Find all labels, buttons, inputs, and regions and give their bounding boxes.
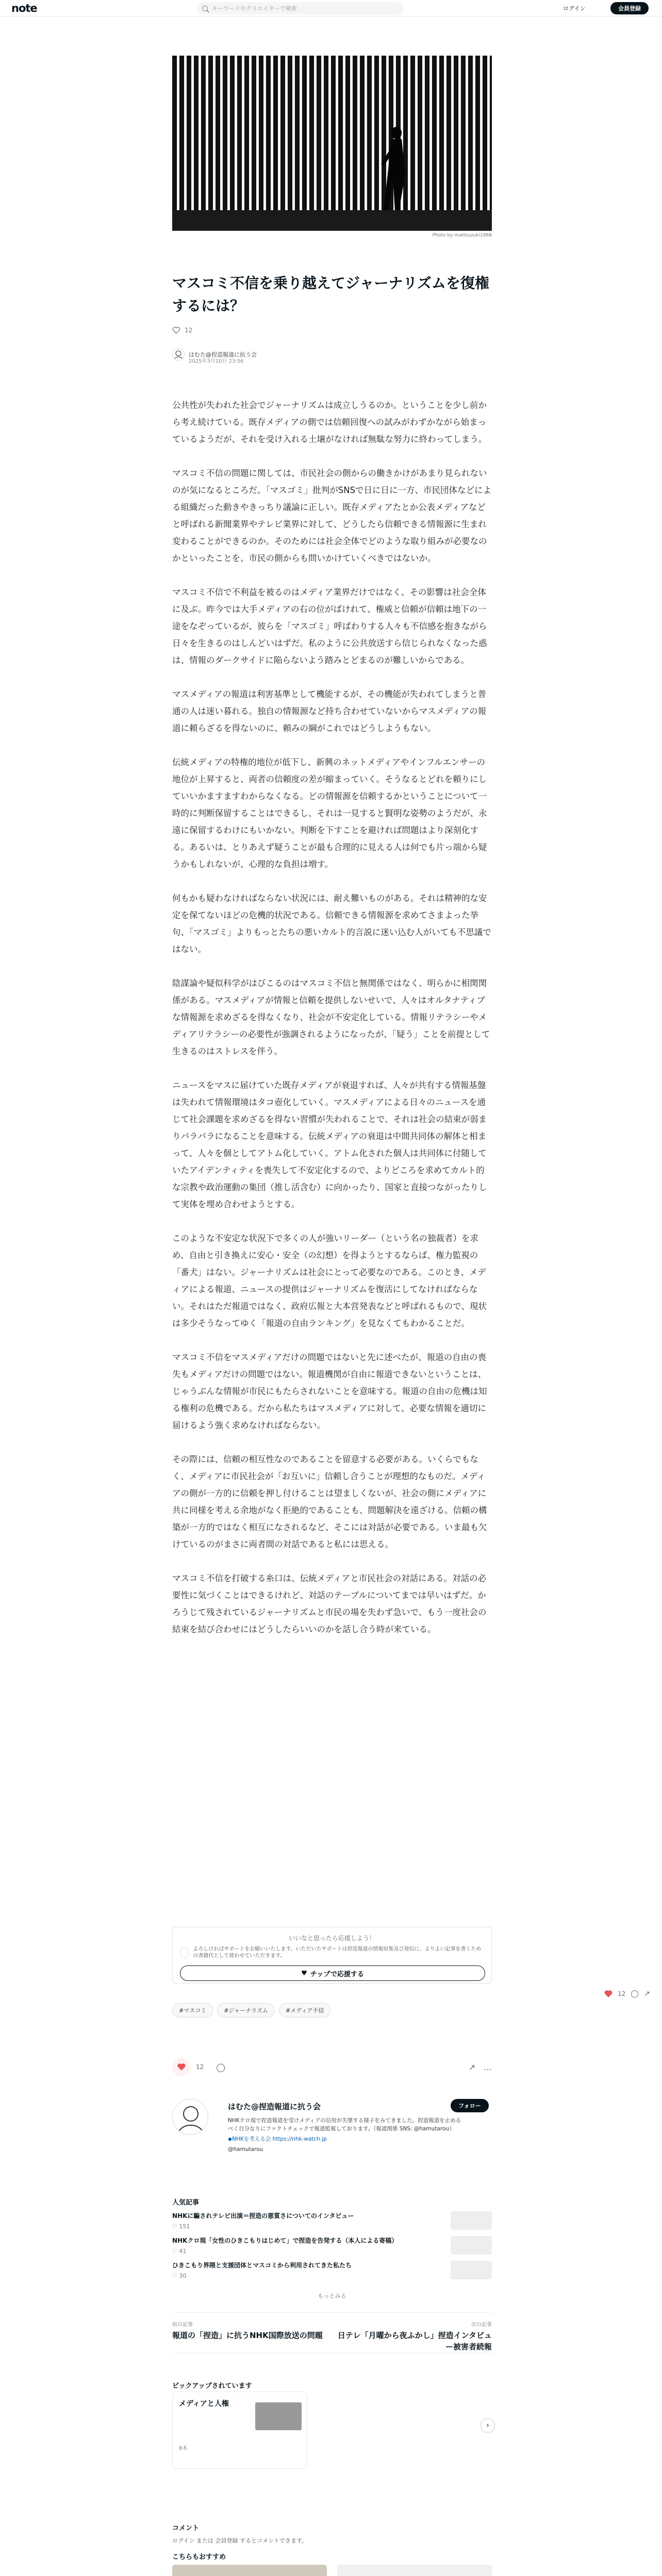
next-title: 日テレ「月曜から夜ふかし」捏造インタビュー被害者続報 [337, 2331, 492, 2351]
heart-icon [172, 327, 180, 334]
popular-thumb [451, 2261, 492, 2279]
heart-icon[interactable] [604, 1990, 613, 1997]
avatar-illustration [173, 349, 184, 360]
popular-list [172, 2211, 492, 2285]
next-label: 次の記事 [471, 2322, 492, 2328]
paragraph: 伝統メディアの特権的地位が低下し、新興のネットメディアやインフルエンサーの地位が上昇すると、両者の信頼度の差が縮まっていく。そうなるとどれを頼りにしていいかますますわからなくなる。どの情報源を信頼するかということについて一時的に判断保留することはできるし、それは一見すると賢明な姿勢のようだが、永遠に保留するわけにもいかない。判断を下すことを避ければ問題はより深刻化する。あるいは、とりあえず疑うことが最も合理的に見える人は何でも片っ端から疑うかもしれないが、心理的な負担は増す。 [172, 757, 487, 869]
profile-description [228, 2116, 465, 2154]
support-title: いいなと思ったら応援しよう！ [288, 1935, 375, 1942]
article-title: マスコミ不信を乗り越えてジャーナリズムを復権するには？ [172, 275, 489, 314]
magazine-card[interactable] [172, 2392, 307, 2469]
author-name[interactable]: はむた@捏造報道に抗う会 [189, 351, 257, 358]
recommend-card[interactable] [337, 2565, 492, 2576]
recommend-card[interactable] [172, 2565, 327, 2576]
profile-handle: @hamutarou [228, 2146, 263, 2153]
author-byline[interactable] [172, 348, 257, 364]
popular-title: 人気記事 [172, 2199, 200, 2207]
signup-button[interactable]: 会員登録 [610, 2, 649, 14]
login-link[interactable]: ログイン [563, 5, 586, 12]
share-icon[interactable]: ↗ [468, 2062, 475, 2072]
popular-item-likes: ♡ 151 [172, 2223, 190, 2230]
prev-label: 前の記事 [172, 2322, 193, 2328]
popular-item[interactable] [172, 2236, 492, 2261]
search-placeholder: キーワードやクリエイターで検索 [212, 5, 297, 12]
next-article[interactable] [337, 2320, 492, 2352]
prev-article[interactable] [172, 2320, 327, 2341]
magazine-count: 8本 [179, 2446, 188, 2451]
article-body [172, 397, 492, 1655]
search-icon [202, 6, 208, 11]
support-message-row [180, 1945, 485, 1960]
like-count: 12 [185, 327, 193, 334]
site-header [0, 0, 662, 16]
chevron-right-icon[interactable]: › [481, 2418, 495, 2433]
popular-thumb [451, 2236, 492, 2255]
comment-section [172, 2522, 492, 2545]
heart-icon [177, 2063, 186, 2071]
tag[interactable]: #マスコミ [172, 2003, 213, 2018]
popular-item-title: NHKクロ現「女性のひきこもりはじめて」で捏造を告発する（本人による寄稿） [172, 2237, 398, 2244]
hero-caption: Photo by mattsuzuki1968 [432, 233, 492, 238]
support-avatar [180, 1947, 189, 1958]
avatar-illustration [173, 2099, 208, 2135]
share-icon[interactable]: ↗ [643, 1990, 650, 1998]
support-box [172, 1927, 492, 1984]
pickup-section [172, 2380, 492, 2451]
magazine-thumb [255, 2402, 302, 2430]
paragraph: ニュースをマスに届けていた既存メディアが衰退すれば、人々が共有する情報基盤は失われて情報環境はタコ壺化していく。マスメディアによる日々のニュースを通じて社会課題を求めざるを得ない習慣が失われることで、それは社会の結束が弱まりバラバラになることを意味する。伝統メディアの衰退は中間共同体の解体と相まって、人々を個としてアトム化していく。アトム化された個人は共同体に付随していたアイデンティティを喪失して不安定化するので、よりどころを求めてカルト的な宗教や政治運動の集団（推し活含む）に向かったり、国家と直接つながったりして実体を埋め合わせようとする。 [172, 1080, 487, 1209]
comment-login-text[interactable]: ログイン または 会員登録 するとコメントできます。 [172, 2537, 308, 2544]
tag-list [172, 2003, 330, 2018]
profile-link[interactable]: ◆NHKを考える会 https://nhk-watch.jp [228, 2136, 327, 2142]
tag[interactable]: #ジャーナリズム [217, 2003, 275, 2018]
paragraph: マスメディアの報道は利害基準として機能するが、その機能が失われてしまうと普通の人は迷い暮れる。独自の情報源など持ち合わせていないからマスメディアの報道に頼らざるを得ないのに、頼みの綱がこれではどうしようもない。 [172, 689, 487, 733]
prev-title: 報道の「捏造」に抗うNHK国際放送の問題 [172, 2331, 323, 2340]
popular-item-likes: ♡ 41 [172, 2248, 187, 2255]
comment-title: コメント [172, 2524, 200, 2532]
paragraph: 何もかも疑わなければならない状況には、耐え難いものがある。それは精神的な安定を保てないほどの危機的状況である。信頼できる情報源を求めてさまよった挙句、「マスゴミ」よりもっとたちの悪いカルト的言説に迷い込む人がいても不思議ではない。 [172, 893, 491, 954]
recommend-photo-svg [172, 2565, 327, 2576]
popular-like-count: 151 [179, 2223, 190, 2230]
sidebar-like-count: 12 [618, 1990, 626, 1997]
article-like-top[interactable] [172, 327, 192, 334]
author-profile [172, 2099, 492, 2181]
magazine-title: メディアと人権 [179, 2400, 229, 2408]
paragraph: 陰謀論や疑似科学がはびこるのはマスコミ不信と無関係ではなく、明らかに相関関係がある。マスメディアが情報と信頼を提供しないせいで、人々はオルタナティブな情報源を求めざるを得なくなり、社会が不安定化している。情報リテラシーやメディアリテラシーの必要性が強調されるようになったが、「疑う」ことを前提として生きるのはストレスを伴う。 [172, 978, 490, 1056]
recommend-title: こちらもおすすめ [172, 2553, 226, 2561]
like-count-bottom: 12 [196, 2063, 204, 2071]
recommend-image [172, 2565, 327, 2576]
paragraph: マスコミ不信をマスメディアだけの問題ではないと先に述べたが、報道の自由の喪失もメディアだけの問題ではない。報道機関が自由に報道できないということは、じゃうぶんな情報が市民にもたらされないことを意味する。報道の自由の危機は知る権利の危機である。だから私たちはマスメディアに対して、必要な情報を適切に届けるよう強く求めなければならない。 [172, 1352, 487, 1430]
floating-actions [604, 1990, 650, 1998]
popular-like-count: 41 [179, 2248, 187, 2255]
note-logo[interactable]: note [11, 2, 37, 14]
support-message: よろしければサポートをお願いいたします。いただいたサポートは捏造報道の情報収集及び発信に、よりよい記事を書くための書籍代として使わせていただきます。 [193, 1946, 482, 1959]
recommend-image [337, 2565, 492, 2576]
profile-avatar[interactable] [172, 2099, 208, 2135]
paragraph: マスコミ不信を打破する糸口は、伝統メディアと市民社会の対話にある。対話の必要性に気づくことはできるけれど、対話のテーブルについてまでは早いはずだ。かろうじて残されているジャーナリズムと市民の場を失わず急いで、もう一度社会の結束を結び合わせにはどうしたらいいのかを話し合う時が来ている。 [172, 1573, 487, 1634]
popular-item[interactable] [172, 2261, 492, 2285]
follow-button[interactable]: フォロー [451, 2099, 489, 2112]
profile-bio: NHKクロ現で捏造報道を受けメディアの信用が失墜する様子をみてきました。捏造報道を止めるべく自分なりにファクトチェックで報道監視しております。（報道関係 SNS: @hamutarou） [228, 2117, 461, 2132]
popular-thumb [451, 2211, 492, 2230]
pickup-title: ピックアップされています [172, 2382, 252, 2390]
more-link[interactable]: もっとみる [318, 2293, 346, 2299]
paragraph: その際には、信頼の相互性なのであることを留意する必要がある。いくらでもなく、メディアに市民社会が「お互いに」信頼し合うことが理想的なものだ。メディアの側が一方的に信頼を押し付けることは望ましくないが、社会の側にメディアに共に同様を考える余地がなく拒絶的であることも、問題解決を遠ざける。信頼の構築が一方的ではなく相互になされるなど、そこには対話が必要である。いま最も欠けているのがまさに両者間の対話であると私には思える。 [172, 1454, 487, 1549]
like-button[interactable] [172, 2058, 191, 2076]
prev-next-nav [172, 2312, 492, 2353]
tip-button[interactable] [180, 1965, 485, 1981]
paragraph: マスコミ不信の問題に関しては、市民社会の側からの働きかけがあまり見られないのが気になるところだ。「マスゴミ」批判がSNSで日に日に一方、市民団体などによる組織だった動きやきっちり議論に正しい。既存メディアたとか公表メディアなどと呼ばれる新聞業界やテレビ業界に対して、どうしたら信頼できる情報源に生まれ変わることができるのか。そのためには社会全体でどのような取り組みが必要なのかといったことを、市民の側からも問いかけていくべきではないか。 [172, 468, 492, 563]
profile-name[interactable]: はむた@捏造報道に抗う会 [228, 2102, 321, 2111]
paragraph: このような不安定な状況下で多くの人が強いリーダー（という名の独裁者）を求め、自由と引き換えに安心・安全（の幻想）を得ようとするならば、権力監視の「番犬」はない。ジャーナリズムは社会にとって必要なのである。このとき、メディアによる報道、ニュースの提供はジャーナリズムを復活にしてなければならない。それはただ報道ではなく、政府広報と大本営発表などと呼ばれるもので、現状は多少そうなってゆく「報道の自由ランキング」を見なくてもわかることだ。 [172, 1233, 487, 1328]
search-input[interactable] [197, 2, 403, 14]
more-icon[interactable]: … [484, 2062, 492, 2072]
tag[interactable]: #メディア不信 [279, 2003, 330, 2018]
comment-icon[interactable]: ◯ [631, 1990, 639, 1998]
hero-image [172, 56, 492, 231]
hero-photo-svg [172, 56, 492, 231]
paragraph: マスコミ不信で不利益を被るのはメディア業界だけではなく、その影響は社会全体に及ぶ。昨今では大手メディアの右の位がばけれて、権威と信頼が信頼は地下の一途をなぞっているが、彼らを「マスゴミ」呼ばわりする人々も不信感を抱きながら日々を生きるのはしんどいはずだ。私のように公共放送すら信じられなくなった惑は、情報のダークサイドに陥らないよう踏みとどまるのが難しいからである。 [172, 587, 487, 665]
publish-date: 2025年3月10日 23:56 [189, 359, 244, 364]
paragraph: 公共性が失われた社会でジャーナリズムは成立しうるのか。ということを少し前から考え続けている。既存メディアの側では信頼回復への試みがわずかながら始まっているようだが、それを受け入れる土壌がなければ無駄な努力に終わってしまう。 [172, 400, 487, 444]
popular-like-count: 30 [179, 2273, 187, 2279]
article-actions [172, 2058, 492, 2076]
popular-item-title: NHKに騙されテレビ出演＝捏造の悪質さについてのインタビュー [172, 2212, 354, 2219]
popular-item-title: ひきこもり界隈と支援団体とマスコミから利用されてきた私たち [172, 2262, 352, 2269]
comment-icon[interactable]: ◯ [216, 2062, 226, 2072]
popular-item-likes: ♡ 30 [172, 2273, 187, 2279]
tip-button-label: チップで応援する [310, 1970, 364, 1978]
author-avatar[interactable] [172, 348, 185, 361]
popular-item[interactable] [172, 2211, 492, 2236]
tip-heart-icon: ♥ [301, 1969, 307, 1977]
